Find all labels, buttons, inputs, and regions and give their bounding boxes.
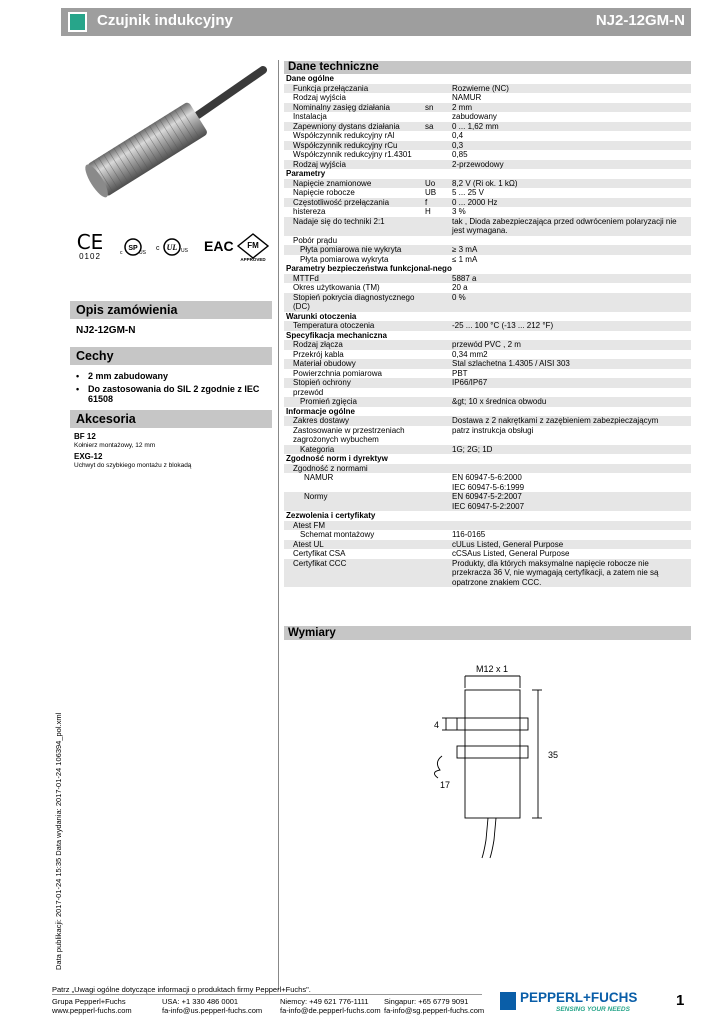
tech-symbol (423, 236, 450, 246)
tech-group-title: Zgodność norm i dyrektyw (284, 454, 691, 464)
tech-label: Promień zgięcia (284, 397, 423, 407)
accessories-section-title: Akcesoria (70, 410, 272, 428)
tech-row (284, 359, 691, 369)
tech-group-title: Parametry (284, 169, 691, 179)
feature-text: Do zastosowania do SIL 2 zgodnie z IEC 61508 (88, 384, 260, 404)
tech-group-title: Warunki otoczenia (284, 312, 691, 322)
tech-row (284, 150, 691, 160)
ce-mark-icon: CE 0102 (74, 232, 106, 261)
tech-value: tak , Dioda zabezpieczająca przed odwróceniem polaryzacji nie jest wymagana. (450, 217, 691, 236)
tech-symbol (423, 112, 450, 122)
tech-row (284, 445, 691, 455)
tech-symbol (423, 445, 450, 455)
logo-brand: PEPPERL+FUCHS (520, 990, 638, 1005)
technical-data-section (284, 61, 691, 587)
tech-value: 0,85 (452, 150, 468, 159)
tech-row (284, 93, 691, 103)
ordering-section-title: Opis zamówienia (70, 301, 272, 319)
tech-symbol (423, 397, 450, 407)
tech-value (450, 464, 691, 474)
tech-symbol: f (423, 198, 450, 208)
tech-label: Stopień pokrycia diagnostycznego (DC) (284, 293, 423, 312)
tech-value: zabudowany (452, 112, 497, 121)
tech-label: Współczynnik redukcyjny rCu (284, 141, 423, 151)
dim-4-label: 4 (434, 720, 440, 730)
tech-value: Rozwierne (NC) (450, 84, 691, 94)
tech-label: Materiał obudowy (284, 359, 423, 369)
footer-de-email[interactable]: fa-info@de.pepperl-fuchs.com (280, 1006, 381, 1015)
dimensions-section-title: Wymiary (284, 626, 691, 640)
tech-label: Zastosowanie w przestrzeniach zagrożonych wybuchem (293, 425, 405, 444)
tech-row (284, 141, 691, 151)
tech-row (284, 492, 691, 511)
tech-row (284, 179, 691, 189)
ul-sub-us: US (181, 248, 188, 254)
tech-row (284, 340, 691, 350)
tech-row (284, 388, 691, 398)
tech-symbol (423, 340, 450, 350)
tech-label: Płyta pomiarowa wykryta (300, 254, 389, 264)
tech-label: NAMUR (304, 473, 334, 482)
tech-value: Dostawa z 2 nakrętkami z zazębieniem zabezpieczającym (450, 416, 691, 426)
tech-row (284, 369, 691, 379)
tech-symbol (423, 359, 450, 369)
tech-label: Płyta pomiarowa nie wykryta (284, 245, 423, 255)
tech-value: &gt; 10 x średnica obwodu (450, 397, 691, 407)
tech-value: 116-0165 (452, 530, 486, 539)
tech-row (284, 378, 691, 388)
tech-value: EN 60947-5-2:2007 IEC 60947-5-2:2007 (450, 492, 691, 511)
tech-symbol: Uo (423, 179, 450, 189)
page-header (61, 8, 691, 36)
tech-value (450, 236, 691, 246)
accessory-description: Uchwyt do szybkiego montażu z blokadą (74, 462, 192, 469)
tech-label: Certyfikat CCC (284, 559, 423, 588)
tech-group-header (284, 331, 691, 341)
tech-label: Zapewniony dystans działania (284, 122, 423, 132)
tech-symbol (423, 217, 450, 236)
tech-value: 0,34 mm2 (452, 349, 488, 359)
page-title: Czujnik indukcyjny (97, 12, 233, 29)
tech-symbol (423, 293, 450, 312)
certification-marks (74, 232, 272, 272)
tech-label: Schemat montażowy (300, 530, 375, 539)
tech-label: Współczynnik redukcyjny rAl (293, 131, 395, 140)
tech-value: 2-przewodowy (450, 160, 691, 170)
tech-label: Pobór prądu (293, 235, 338, 245)
tech-symbol (423, 350, 450, 360)
tech-symbol (423, 141, 450, 151)
tech-symbol: sn (423, 103, 450, 113)
tech-symbol (423, 426, 450, 445)
features-list (70, 371, 272, 404)
tech-symbol (423, 416, 450, 426)
tech-value: ≥ 3 mA (450, 245, 691, 255)
svg-text:SP: SP (128, 245, 138, 252)
ordering-value: NJ2-12GM-N (76, 325, 136, 336)
tech-row (284, 255, 691, 265)
tech-group-header (284, 264, 691, 274)
tech-row (284, 559, 691, 588)
tech-symbol (423, 274, 450, 284)
tech-value: NAMUR (452, 93, 482, 102)
tech-value: 0 % (450, 293, 691, 312)
tech-symbol (423, 549, 450, 559)
tech-label: Rodzaj wyjścia (284, 160, 423, 170)
tech-value: 20 a (452, 283, 468, 292)
tech-symbol (423, 245, 450, 255)
tech-label: histereza (293, 207, 326, 216)
tech-group-header (284, 169, 691, 179)
tech-value: cCSAus Listed, General Purpose (452, 549, 570, 558)
tech-label: Przekrój kabla (293, 349, 344, 359)
pepperl-fuchs-logo (500, 990, 650, 1016)
fm-label: FM (247, 241, 259, 250)
tech-value (450, 388, 691, 398)
tech-symbol (423, 283, 450, 293)
tech-row (284, 521, 691, 531)
tech-row (284, 198, 691, 208)
tech-group-title: Dane ogólne (284, 74, 691, 84)
svg-text:UL: UL (166, 243, 178, 252)
tech-label: Temperatura otoczenia (284, 321, 423, 331)
tech-value: 3 % (452, 207, 466, 216)
tech-label: Rodzaj wyjścia (293, 93, 346, 102)
footer-divider (52, 994, 482, 995)
features-section-title: Cechy (70, 347, 272, 365)
tech-symbol (423, 150, 450, 160)
tech-value: ≤ 1 mA (452, 254, 478, 264)
tech-row (284, 274, 691, 284)
tech-symbol (423, 160, 450, 170)
bullet-icon: • (76, 371, 80, 381)
tech-symbol (423, 559, 450, 588)
accessories-list (70, 432, 272, 469)
tech-label: Powierzchnia pomiarowa (293, 368, 382, 378)
tech-symbol (423, 255, 450, 265)
tech-label: Okres użytkowania (TM) (293, 283, 380, 292)
tech-symbol (423, 521, 450, 531)
tech-group-header (284, 511, 691, 521)
tech-row (284, 131, 691, 141)
tech-label: Napięcie robocze (293, 188, 355, 197)
tech-label: Zgodność z normami (284, 464, 423, 474)
tech-value (450, 521, 691, 531)
bullet-icon: • (76, 384, 80, 394)
tech-row (284, 188, 691, 198)
svg-text:c: c (156, 245, 160, 252)
dim-35-label: 35 (548, 750, 559, 760)
tech-row (284, 283, 691, 293)
feature-item (76, 371, 272, 381)
tech-symbol (423, 540, 450, 550)
tech-label: Stopień ochrony (284, 378, 423, 388)
ce-notified-body: 0102 (79, 252, 101, 261)
tech-label: Częstotliwość przełączania (284, 198, 423, 208)
tech-symbol (423, 321, 450, 331)
dimension-drawing (420, 660, 560, 860)
tech-row (284, 103, 691, 113)
tech-row (284, 293, 691, 312)
tech-group-title: Parametry bezpieczeństwa funkcjonal-nego (284, 264, 691, 274)
tech-row (284, 236, 691, 246)
tech-row (284, 207, 691, 217)
fm-approved-mark-icon (234, 232, 272, 264)
tech-row (284, 473, 691, 492)
tech-group-header (284, 407, 691, 417)
accessory-name[interactable]: EXG-12 (74, 452, 103, 461)
tech-row (284, 530, 691, 540)
tech-row (284, 350, 691, 360)
tech-value: 0,4 (452, 131, 464, 140)
tech-symbol (423, 84, 450, 94)
tech-row (284, 416, 691, 426)
tech-row (284, 245, 691, 255)
footer-group: Grupa Pepperl+Fuchs (52, 997, 126, 1006)
tech-value: 0 ... 1,62 mm (450, 122, 691, 132)
tech-row (284, 122, 691, 132)
tech-group-title: Zezwolenia i certyfikaty (284, 511, 691, 521)
dim-17-label: 17 (440, 780, 451, 790)
ul-mark-icon (154, 236, 188, 258)
tech-row (284, 84, 691, 94)
feature-item (76, 384, 272, 404)
publication-info: Data publikacji: 2017-01-24 15:35 Data wydania: 2017-01-24 106394_pol.xml (54, 712, 63, 970)
page-number: 1 (676, 992, 685, 1009)
tech-value: IP66/IP67 (450, 378, 691, 388)
csa-mark-icon (120, 236, 146, 258)
footer-col-de (280, 997, 381, 1015)
footer-col-sg (384, 997, 484, 1015)
tech-row (284, 426, 691, 445)
tech-table (284, 74, 691, 587)
tech-value: 5887 a (450, 274, 691, 284)
tech-label: Współczynnik redukcyjny r1.4301 (293, 150, 412, 159)
footer-website-link[interactable]: www.pepperl-fuchs.com (52, 1006, 132, 1015)
footer-col-group (52, 997, 132, 1015)
tech-value: cULus Listed, General Purpose (450, 540, 691, 550)
footer-de-phone: Niemcy: +49 621 776-1111 (280, 997, 369, 1006)
csa-sub-c: c (120, 250, 123, 256)
tech-row (284, 321, 691, 331)
tech-value: EN 60947-5-6:2000 IEC 60947-5-6:1999 (452, 473, 525, 492)
tech-label: Kategoria (284, 445, 423, 455)
model-number: NJ2-12GM-N (595, 12, 685, 29)
tech-row (284, 549, 691, 559)
tech-symbol (423, 93, 450, 103)
tech-value: Produkty, dla których maksymalne napięcie robocze nie przekracza 36 V, nie wymagają certyfikacji, a zatem nie są opatrzone znakiem CCC. (450, 559, 691, 588)
tech-value: 5 ... 25 V (452, 188, 485, 197)
feature-text: 2 mm zabudowany (88, 371, 169, 381)
tech-value: 8,2 V (Ri ok. 1 kΩ) (450, 179, 691, 189)
tech-value: 0,3 (450, 141, 691, 151)
fm-approved-label: APPROVED (240, 257, 266, 262)
tech-symbol: UB (425, 188, 437, 197)
footer-usa-phone: USA: +1 330 486 0001 (162, 997, 239, 1006)
logo-slogan: SENSING YOUR NEEDS (556, 1006, 630, 1013)
footer-note: Patrz „Uwagi ogólne dotyczące informacji o produktach firmy Pepperl+Fuchs". (52, 985, 311, 994)
tech-symbol (423, 492, 450, 511)
tech-label: Atest FM (284, 521, 423, 531)
tech-value: 2 mm (450, 103, 691, 113)
accessory-description: Kołnierz montażowy, 12 mm (74, 442, 156, 449)
tech-row (284, 112, 691, 122)
column-divider (278, 60, 279, 990)
tech-group-header (284, 74, 691, 84)
tech-label: Certyfikat CSA (293, 549, 346, 558)
tech-value: PBT (452, 368, 468, 378)
tech-label: Atest UL (284, 540, 423, 550)
tech-group-title: Informacje ogólne (284, 407, 691, 417)
tech-symbol (423, 388, 450, 398)
tech-value: 0 ... 2000 Hz (450, 198, 691, 208)
footer-usa-email[interactable]: fa-info@us.pepperl-fuchs.com (162, 1006, 263, 1015)
logo-mark-icon (500, 992, 516, 1010)
footer-col-usa (162, 997, 262, 1015)
tech-row (284, 464, 691, 474)
tech-group-header (284, 312, 691, 322)
tech-value: Stal szlachetna 1.4305 / AISI 303 (450, 359, 691, 369)
tech-label: Funkcja przełączania (284, 84, 423, 94)
tech-symbol: H (425, 207, 431, 216)
tech-symbol (423, 530, 450, 540)
tech-row (284, 217, 691, 236)
tech-symbol: sa (423, 122, 450, 132)
tech-value: -25 ... 100 °C (-13 ... 212 °F) (450, 321, 691, 331)
tech-symbol (423, 369, 450, 379)
tech-value: przewód PVC , 2 m (450, 340, 691, 350)
tech-group-title: Specyfikacja mechaniczna (284, 331, 691, 341)
tech-symbol (423, 473, 450, 492)
tech-label: Rodzaj złącza (284, 340, 423, 350)
tech-value: 1G; 2G; 1D (450, 445, 691, 455)
tech-label: Nadaje się do techniki 2:1 (284, 217, 423, 236)
tech-group-header (284, 454, 691, 464)
tech-label: przewód (293, 387, 324, 397)
tech-symbol (423, 464, 450, 474)
tech-value: patrz instrukcja obsługi (452, 425, 534, 435)
tech-label: Napięcie znamionowe (284, 179, 423, 189)
eac-mark-icon: EAC (204, 238, 234, 254)
tech-label: Normy (284, 492, 423, 511)
tech-label: Zakres dostawy (284, 416, 423, 426)
accessory-name[interactable]: BF 12 (74, 432, 96, 441)
tech-symbol (423, 378, 450, 388)
tech-section-title: Dane techniczne (284, 61, 691, 74)
footer-sg-email[interactable]: fa-info@sg.pepperl-fuchs.com (384, 1006, 485, 1015)
thread-label: M12 x 1 (475, 664, 509, 674)
footer-sg-phone: Singapur: +65 6779 9091 (384, 997, 469, 1006)
csa-sub-us: US (139, 250, 146, 256)
header-square-icon (68, 12, 87, 32)
tech-label: MTTFd (284, 274, 423, 284)
tech-label: Instalacja (293, 112, 327, 121)
tech-label: Nominalny zasięg działania (284, 103, 423, 113)
tech-row (284, 397, 691, 407)
tech-symbol (423, 131, 450, 141)
tech-row (284, 540, 691, 550)
tech-row (284, 160, 691, 170)
sensor-product-image (78, 60, 268, 210)
